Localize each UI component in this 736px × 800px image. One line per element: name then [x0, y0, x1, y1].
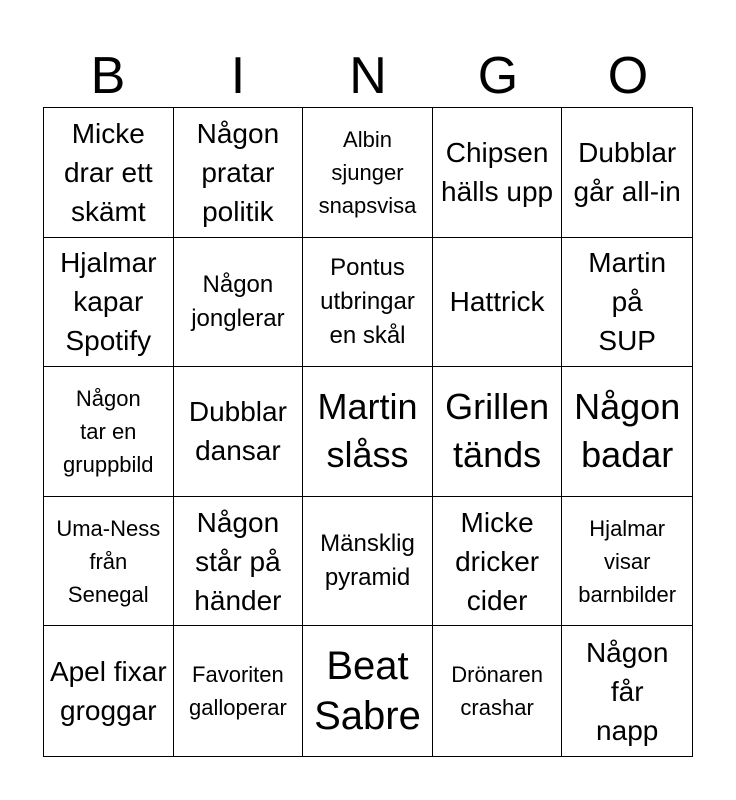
bingo-board — [43, 107, 693, 757]
bingo-cell-r1c2[interactable] — [174, 108, 304, 238]
bingo-cell-r5c5[interactable] — [562, 626, 692, 756]
bingo-cell-r5c2[interactable] — [174, 626, 304, 756]
bingo-header — [43, 44, 693, 108]
bingo-cell-text: Någon badar — [574, 386, 681, 476]
bingo-cell-r2c1[interactable] — [44, 238, 174, 368]
bingo-cell-r2c4[interactable] — [433, 238, 563, 368]
bingo-cell-text: Grillen tänds — [445, 386, 550, 476]
bingo-cell-r3c1[interactable] — [44, 367, 174, 497]
bingo-cell-r1c4[interactable] — [433, 108, 563, 238]
bingo-cell-text: Drönaren crashar — [451, 662, 543, 721]
bingo-cell-text: Hattrick — [449, 286, 545, 318]
bingo-cell-r5c4[interactable] — [433, 626, 563, 756]
header-letter-n: N — [349, 47, 387, 105]
bingo-cell-text: Micke drar ett skämt — [63, 117, 153, 227]
bingo-cell-text: Uma-Ness från Senegal — [56, 515, 161, 607]
bingo-cell-r5c3[interactable] — [303, 626, 433, 756]
bingo-cell-r3c4[interactable] — [433, 367, 563, 497]
bingo-cell-text: Dubblar går all-in — [573, 137, 681, 208]
bingo-cell-text: Någon jonglerar — [191, 270, 285, 332]
bingo-cell-text: Dubblar dansar — [188, 396, 287, 467]
header-letter-b: B — [90, 47, 126, 105]
bingo-cell-r4c5[interactable] — [562, 497, 692, 627]
bingo-cell-text: Martin slåss — [317, 386, 418, 476]
bingo-cell-text: Apel fixar groggar — [49, 656, 167, 727]
bingo-cell-r2c2[interactable] — [174, 238, 304, 368]
bingo-cell-r4c4[interactable] — [433, 497, 563, 627]
bingo-cell-text: Hjalmar kapar Spotify — [60, 247, 157, 357]
bingo-cell-text: Någon får napp — [585, 636, 669, 746]
bingo-cell-text: Micke dricker cider — [455, 506, 540, 616]
bingo-cell-r5c1[interactable] — [44, 626, 174, 756]
bingo-cell-r1c3[interactable] — [303, 108, 433, 238]
bingo-cell-text: Chipsen hälls upp — [441, 137, 554, 208]
bingo-cell-text: Pontus utbringar en skål — [320, 253, 415, 349]
bingo-cell-text: Beat Sabre — [314, 644, 421, 739]
bingo-cell-r3c2[interactable] — [174, 367, 304, 497]
header-letter-o: O — [607, 47, 649, 105]
bingo-cell-text: Någon tar en gruppbild — [63, 385, 154, 477]
bingo-cell-r4c2[interactable] — [174, 497, 304, 627]
bingo-cell-text: Favoriten galloperar — [188, 662, 287, 721]
bingo-cell-r4c1[interactable] — [44, 497, 174, 627]
bingo-cell-text: Martin på SUP — [588, 247, 667, 357]
bingo-cell-r1c1[interactable] — [44, 108, 174, 238]
bingo-cell-text: Någon pratar politik — [196, 117, 280, 227]
bingo-cell-r3c5[interactable] — [562, 367, 692, 497]
bingo-cell-text: Albin sjunger snapsvisa — [318, 126, 417, 218]
header-letter-i: I — [230, 47, 246, 105]
bingo-cell-r1c5[interactable] — [562, 108, 692, 238]
bingo-cell-r3c3[interactable] — [303, 367, 433, 497]
bingo-cell-r4c3[interactable] — [303, 497, 433, 627]
bingo-cell-text: Någon står på händer — [194, 506, 282, 616]
bingo-cell-text: Hjalmar visar barnbilder — [578, 515, 677, 607]
header-letter-g: G — [477, 47, 519, 105]
bingo-cell-r2c5[interactable] — [562, 238, 692, 368]
bingo-cell-text: Mänsklig pyramid — [320, 530, 415, 592]
bingo-cell-r2c3[interactable] — [303, 238, 433, 368]
